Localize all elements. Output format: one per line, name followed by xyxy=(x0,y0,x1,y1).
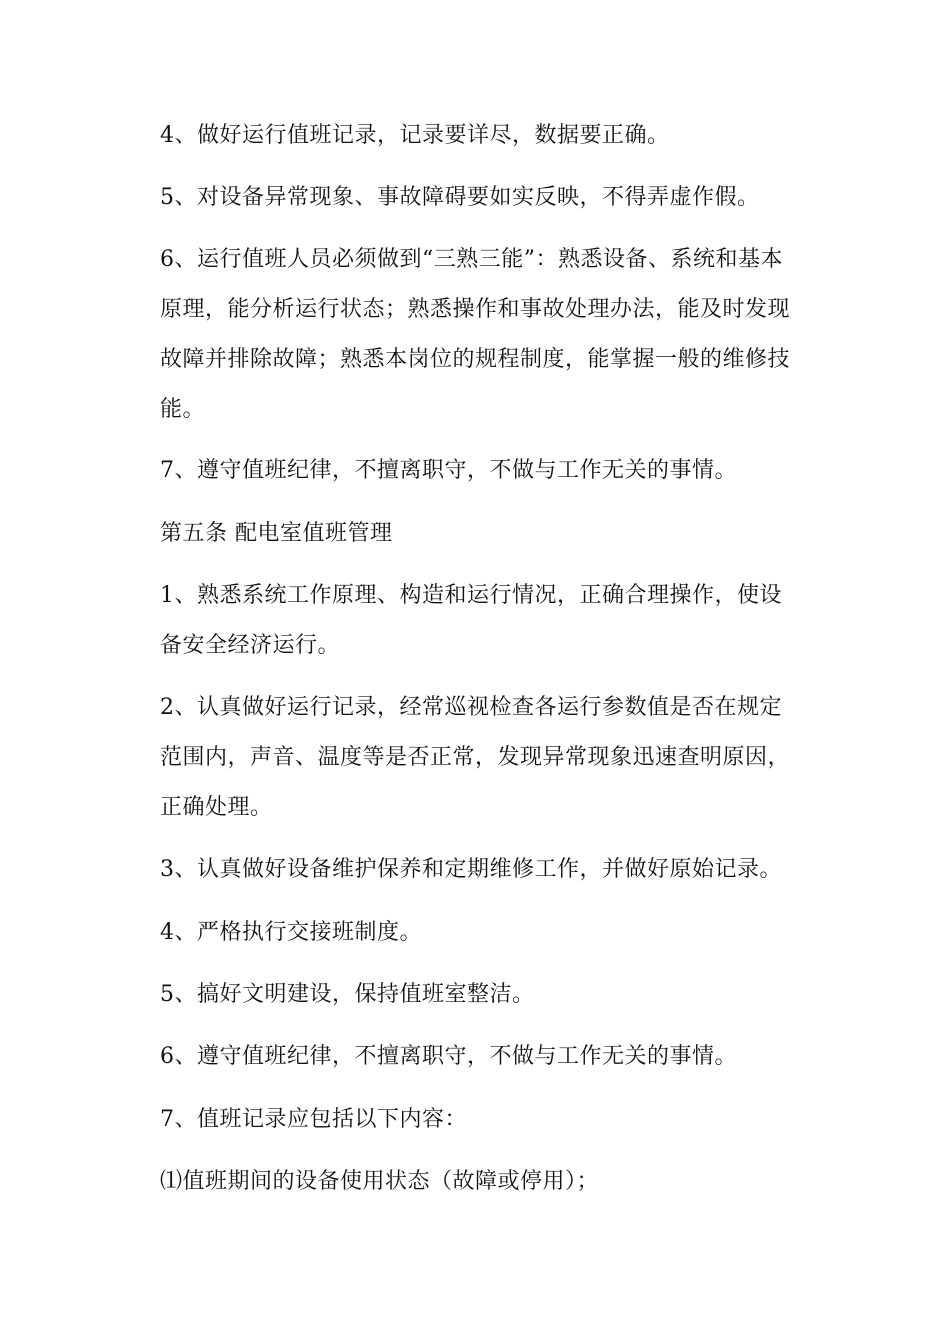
paragraph-item-3-maintenance: 3、认真做好设备维护保养和定期维修工作，并做好原始记录。 xyxy=(160,857,782,882)
paragraph-item-5-abnormal-report: 5、对设备异常现象、事故障碍要如实反映，不得弄虚作假。 xyxy=(160,185,760,210)
paragraph-item-1-system-principles: 1、熟悉系统工作原理、构造和运行情况，正确合理操作，使设备安全经济运行。 xyxy=(160,583,782,658)
paragraph-item-4-duty-record: 4、做好运行值班记录，记录要详尽，数据要正确。 xyxy=(160,123,670,148)
paragraph-item-2-operation-record: 2、认真做好运行记录，经常巡视检查各运行参数值是否在规定范围内，声音、温度等是否正常，发现异常现象迅速查明原因，正确处理。 xyxy=(160,695,791,820)
paragraph-item-5-cleanliness: 5、搞好文明建设，保持值班室整洁。 xyxy=(160,982,535,1007)
paragraph-item-7-record-contents: 7、值班记录应包括以下内容： xyxy=(160,1107,467,1132)
paragraph-item-6-three-familiar: 6、运行值班人员必须做到“三熟三能”：熟悉设备、系统和基本原理，能分析运行状态；熟悉操作和事故处理办法，能及时发现故障并排除故障；熟悉本岗位的规程制度，能掌握一般的维修技能。 xyxy=(160,247,791,422)
paragraph-item-6-discipline: 6、遵守值班纪律，不擅离职守，不做与工作无关的事情。 xyxy=(160,1044,737,1069)
paragraph-subitem-1-equipment-status: ⑴值班期间的设备使用状态（故障或停用）； xyxy=(160,1169,600,1194)
paragraph-item-7-discipline: 7、遵守值班纪律，不擅离职守，不做与工作无关的事情。 xyxy=(160,458,737,483)
paragraph-item-4-handover: 4、严格执行交接班制度。 xyxy=(160,920,422,945)
section-heading-article-5: 第五条 配电室值班管理 xyxy=(160,521,393,546)
